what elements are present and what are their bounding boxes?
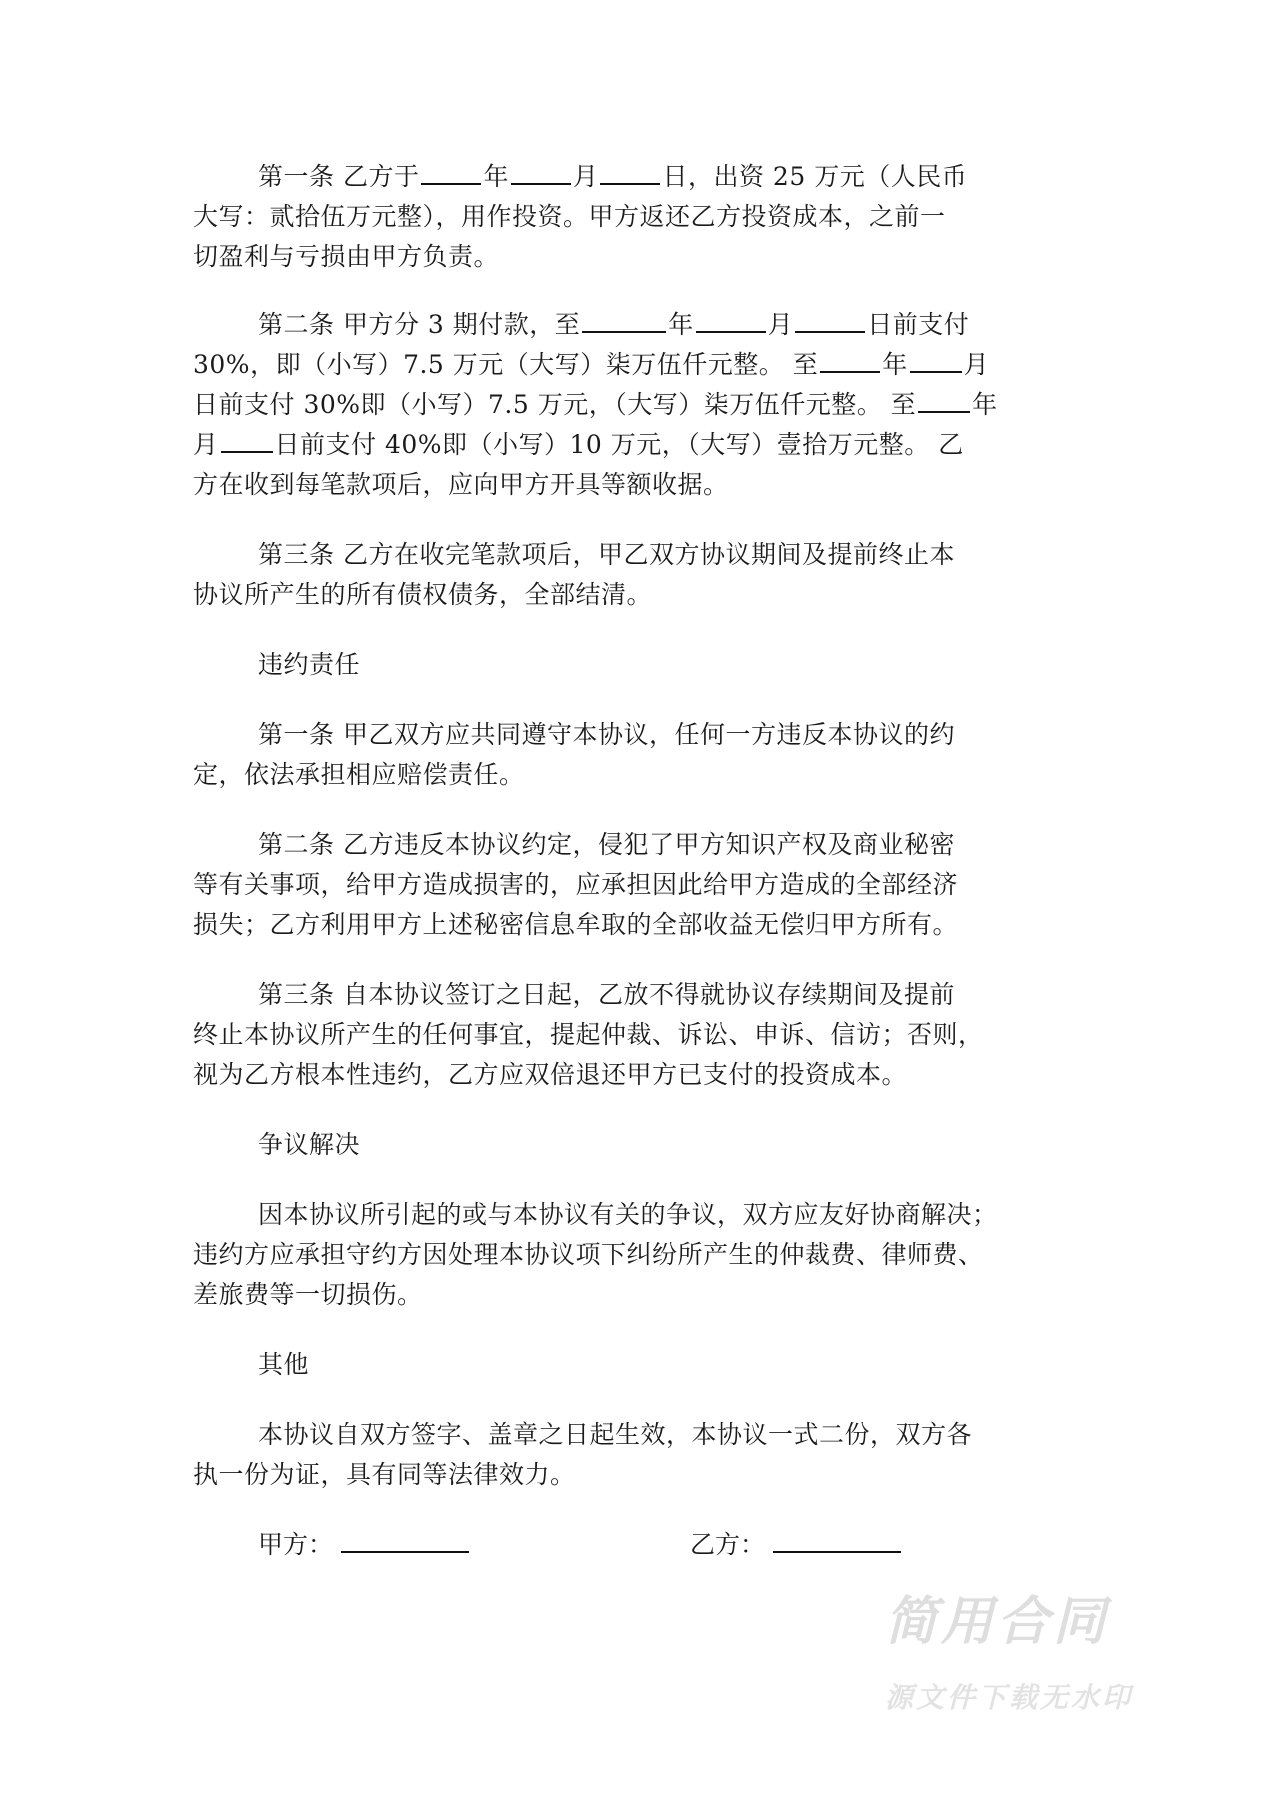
heading-dispute: 争议解决	[258, 1130, 361, 1159]
text-span: 日前支付 30%即（小写）7.5 万元，（大写）柒万伍仟元整。 至	[193, 390, 917, 419]
text-span: 日前支付	[867, 310, 970, 339]
party-a-signature-line[interactable]	[341, 1529, 469, 1553]
party-b-label: 乙方：	[690, 1530, 766, 1559]
text-span: 日，出资 25 万元（人民币	[662, 162, 968, 191]
heading-other: 其他	[258, 1350, 310, 1379]
text-span: 月	[767, 310, 794, 339]
party-a-signature	[258, 1525, 469, 1565]
dispute-line3: 差旅费等一切损伤。	[193, 1280, 423, 1309]
breach-article3-line2: 终止本协议所产生的任何事宜，提起仲裁、诉讼、申诉、信访；否则，	[193, 1020, 984, 1049]
article1-line3: 切盈利与亏损由甲方负责。	[193, 242, 500, 271]
article1-line2: 大写：贰拾伍万元整），用作投资。甲方返还乙方投资成本，之前一	[193, 202, 946, 231]
breach-article2-line3: 损失；乙方利用甲方上述秘密信息牟取的全部收益无偿归甲方所有。	[193, 910, 959, 939]
article2-line4	[193, 425, 1093, 465]
breach-article3-line1: 第三条 自本协议签订之日起，乙放不得就协议存续期间及提前	[258, 980, 955, 1009]
text-span: 日前支付 40%即（小写）10 万元，（大写）壹拾万元整。 乙	[274, 430, 964, 459]
day-blank[interactable]	[221, 429, 273, 453]
breach-article2-line1: 第二条 乙方违反本协议约定，侵犯了甲方知识产权及商业秘密	[258, 830, 955, 859]
article3-line2: 协议所产生的所有债权债务，全部结清。	[193, 580, 653, 609]
year-blank[interactable]	[582, 309, 666, 333]
day-blank[interactable]	[795, 309, 865, 333]
year-blank[interactable]	[820, 349, 880, 373]
party-b-signature-line[interactable]	[773, 1529, 901, 1553]
text-span: 月	[963, 350, 990, 379]
breach-article3-line3: 视为乙方根本性违约，乙方应双倍退还甲方已支付的投资成本。	[193, 1060, 908, 1089]
month-blank[interactable]	[910, 349, 962, 373]
text-span: 30%，即（小写）7.5 万元（大写）柒万伍仟元整。 至	[193, 350, 819, 379]
text-span: 年	[972, 390, 998, 419]
article2-line5: 方在收到每笔款项后，应向甲方开具等额收据。	[193, 470, 729, 499]
year-blank[interactable]	[421, 161, 481, 185]
day-blank[interactable]	[600, 161, 660, 185]
month-blank[interactable]	[511, 161, 571, 185]
breach-article1-line2: 定，依法承担相应赔偿责任。	[193, 760, 525, 789]
article2-line1	[258, 305, 1093, 345]
watermark-brand: 简用合同	[885, 1592, 1110, 1652]
article2-line3	[193, 385, 1093, 425]
watermark-tagline: 源文件下载无水印	[885, 1681, 1134, 1714]
text-span: 月	[572, 162, 599, 191]
article2-line2	[193, 345, 1093, 385]
dispute-line1: 因本协议所引起的或与本协议有关的争议，双方应友好协商解决；	[258, 1200, 998, 1229]
text-span: 年	[483, 162, 509, 191]
text-span: 年	[882, 350, 908, 379]
breach-article1-line1: 第一条 甲乙双方应共同遵守本协议，任何一方违反本协议的约	[258, 720, 955, 749]
article1-line1	[258, 157, 1093, 197]
party-a-label: 甲方：	[258, 1530, 334, 1559]
heading-breach: 违约责任	[258, 650, 361, 679]
article3-line1: 第三条 乙方在收完笔款项后，甲乙双方协议期间及提前终止本	[258, 540, 955, 569]
dispute-line2: 违约方应承担守约方因处理本协议项下纠纷所产生的仲裁费、律师费、	[193, 1240, 984, 1269]
text-span: 月	[193, 430, 219, 459]
text-span: 年	[668, 310, 694, 339]
year-blank[interactable]	[918, 389, 970, 413]
text-span: 第二条 甲方分 3 期付款，至	[258, 310, 581, 339]
text-span: 第一条 乙方于	[258, 162, 420, 191]
breach-article2-line2: 等有关事项，给甲方造成损害的，应承担因此给甲方造成的全部经济	[193, 870, 959, 899]
other-line1: 本协议自双方签字、盖章之日起生效，本协议一式二份，双方各	[258, 1420, 973, 1449]
month-blank[interactable]	[696, 309, 766, 333]
other-line2: 执一份为证，具有同等法律效力。	[193, 1460, 576, 1489]
party-b-signature	[690, 1525, 901, 1565]
